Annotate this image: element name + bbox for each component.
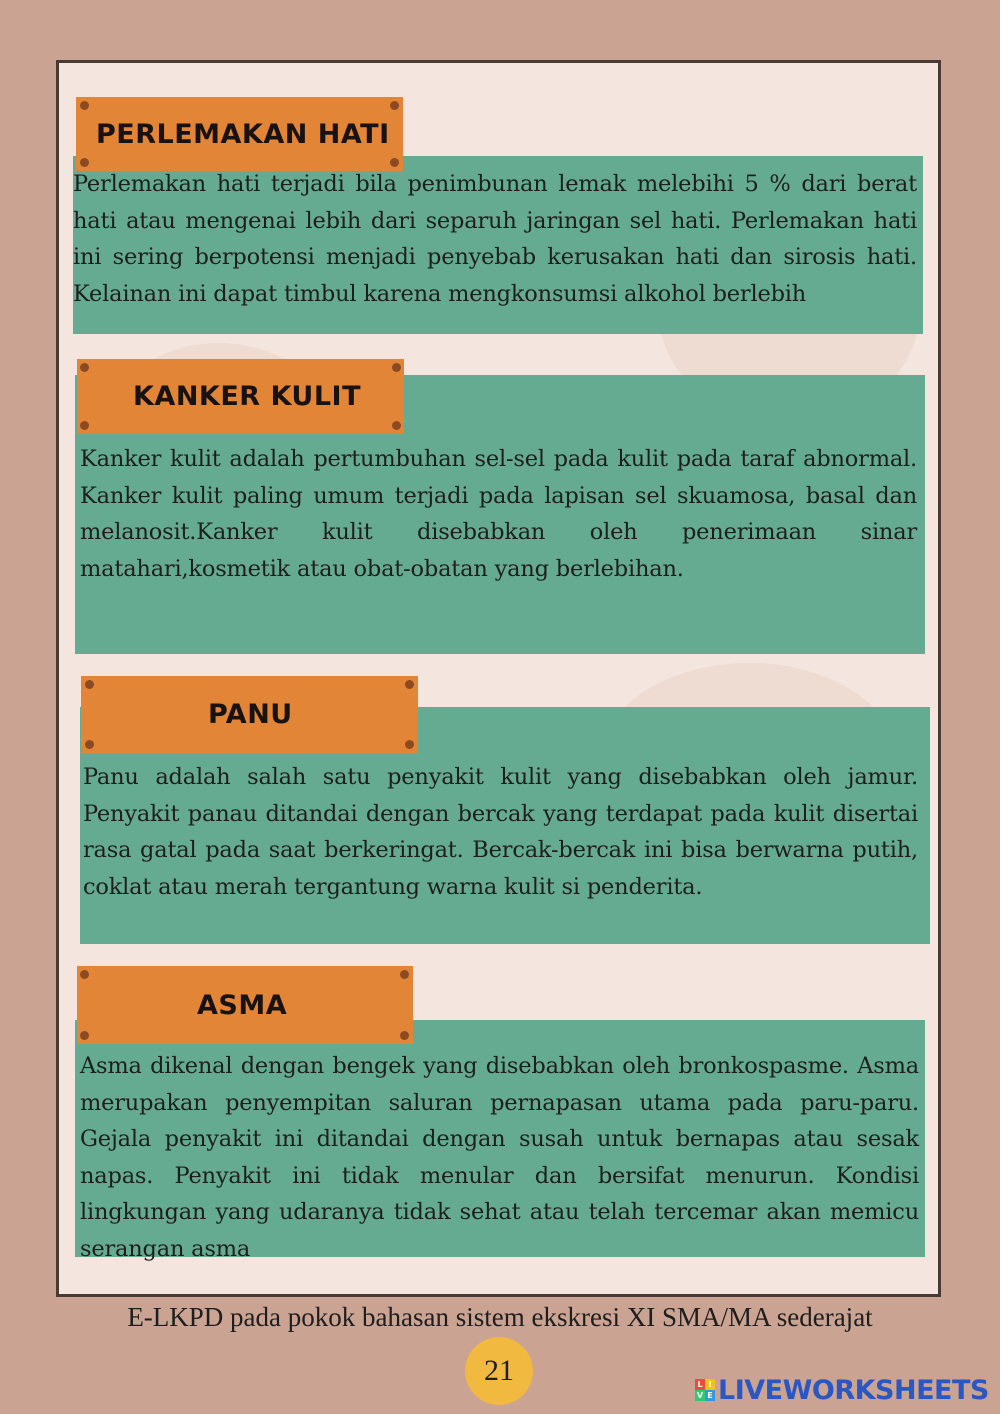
page-number-badge [465,1337,533,1405]
bolt-icon [85,740,94,749]
bolt-icon [80,101,89,110]
bolt-icon [80,970,89,979]
bolt-icon [80,158,89,167]
section-title-tag [76,97,403,171]
bolt-icon [392,363,401,372]
bolt-icon [85,680,94,689]
bolt-icon [405,740,414,749]
logo-letter: I [705,1379,715,1390]
bolt-icon [405,680,414,689]
section-text: Asma dikenal dengan bengek yang disebabkan oleh bronkospasme. Asma merupakan penyempitan saluran pernapasan utama pada paru-paru. Gejala penyakit ini ditandai dengan susah untuk bernapas atau sesak napas. Penyakit ini tidak menular dan bersifat menurun. Kondisi lingkungan yang udaranya tidak sehat atau telah tercemar akan memicu serangan asma [80,1053,919,1262]
section-title: PERLEMAKAN HATI [96,118,390,150]
liveworksheets-logo[interactable] [695,1375,989,1405]
section-title-tag [81,676,418,753]
liveworksheets-wordmark: LIVEWORKSHEETS [718,1374,989,1406]
section-text: Kanker kulit adalah pertumbuhan sel-sel pada kulit pada taraf abnormal. Kanker kulit paling umum terjadi pada lapisan sel skuamosa, basal dan melanosit.Kanker kulit disebabkan oleh penerimaan sinar matahari,kosmetik atau obat-obatan yang berlebihan. [80,446,917,582]
section-panel-perlemakan-hati [73,156,923,334]
logo-letter: V [696,1391,704,1400]
section-title: KANKER KULIT [133,381,362,412]
bolt-icon [390,158,399,167]
section-text: Panu adalah salah satu penyakit kulit yang disebabkan oleh jamur. Penyakit panau ditandai dengan bercak yang terdapat pada kulit disertai rasa gatal pada saat berkeringat. Bercak-bercak ini bisa berwarna putih, coklat atau merah tergantung warna kulit si penderita. [83,764,918,900]
section-title: ASMA [197,989,288,1021]
bolt-icon [390,101,399,110]
bolt-icon [80,363,89,372]
section-text: Perlemakan hati terjadi bila penimbunan lemak melebihi 5 % dari berat hati atau mengenai lebih dari separuh jaringan sel hati. Perlemakan hati ini sering berpotensi menjadi penyebab kerusakan hati dan sirosis hati. Kelainan ini dapat timbul karena mengkonsumsi alkohol berlebih [73,171,917,307]
bolt-icon [80,1031,89,1040]
section-title-tag [77,359,404,434]
logo-letter: L [695,1379,705,1390]
bolt-icon [80,421,89,430]
liveworksheets-icon [695,1379,715,1401]
page-number: 21 [484,1354,514,1387]
section-panel-asma [75,1020,925,1262]
footer-caption: E-LKPD pada pokok bahasan sistem ekskresi XI SMA/MA sederajat [127,1302,873,1332]
logo-letter: E [705,1390,715,1401]
bolt-icon [400,1031,409,1040]
section-title-tag [77,966,413,1044]
bolt-icon [400,970,409,979]
bolt-icon [392,421,401,430]
section-title: PANU [208,699,293,730]
